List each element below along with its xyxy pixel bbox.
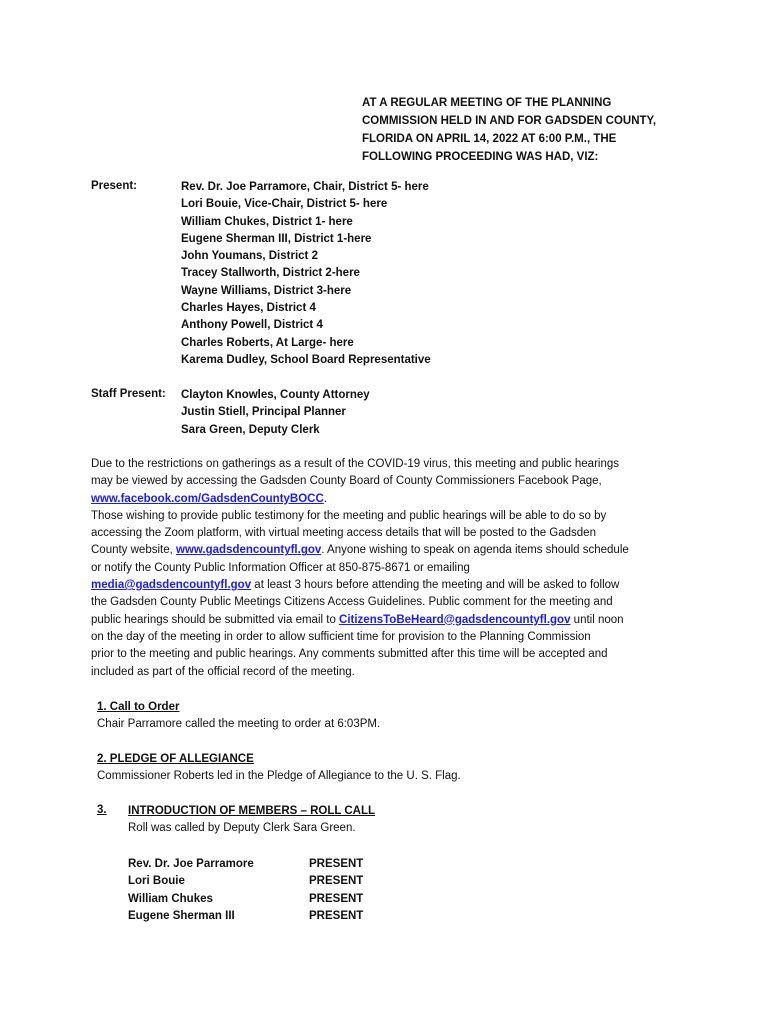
notice-line: Those wishing to provide public testimony for the meeting and public hearings will be able to do so by [91,509,607,522]
notice-line [91,577,691,594]
facebook-link[interactable]: www.facebook.com/GadsdenCountyBOCC [91,492,324,505]
member-item: Tracey Stallworth, District 2-here [181,267,360,280]
notice-text: . Anyone wishing to speak on agenda items should schedule [321,544,629,557]
present-members-list [181,179,431,369]
call-to-order-section [97,699,380,734]
roll-call-title: INTRODUCTION OF MEMBERS – ROLL CALL [128,805,376,817]
member-item: Eugene Sherman III, District 1-here [181,232,372,245]
member-item: Charles Roberts, At Large- here [181,336,354,349]
pledge-title: 2. PLEDGE OF ALLEGIANCE [97,753,254,765]
citizens-email-link[interactable]: CitizensToBeHeard@gadsdencountyfl.gov [339,613,571,626]
staff-item: Clayton Knowles, County Attorney [181,389,370,401]
notice-line [91,542,691,559]
staff-item: Justin Stiell, Principal Planner [181,406,346,419]
media-email-link[interactable]: media@gadsdencountyfl.gov [91,579,252,592]
roll-call-table [128,856,363,925]
county-website-link[interactable]: www.gadsdencountyfl.gov [176,544,322,557]
roll-call-section [128,803,375,838]
roll-call-status: PRESENT [309,892,364,905]
staff-present-label: Staff Present: [91,388,166,400]
staff-members-list [181,387,370,439]
notice-line: prior to the meeting and public hearings. Any comments submitted after this time will be accepted and [91,648,608,661]
notice-text: until noon [570,613,624,626]
notice-line [91,612,691,629]
roll-call-status: PRESENT [309,875,364,888]
notice-text: public hearings should be submitted via email to [91,613,340,626]
member-item: Karema Dudley, School Board Representative [181,353,431,366]
heading-line: FLORIDA ON APRIL 14, 2022 AT 6:00 P.M., THE [362,133,617,145]
member-item: Wayne Williams, District 3-here [181,284,352,297]
covid-notice-paragraph [91,456,691,681]
roll-call-status: PRESENT [309,858,364,870]
roll-call-name: William Chukes [128,892,213,905]
notice-line: included as part of the official record of the meeting. [91,665,355,678]
notice-text: at least 3 hours before attending the meeting and will be asked to follow [251,579,620,592]
member-item: Lori Bouie, Vice-Chair, District 5- here [181,198,388,211]
roll-call-status: PRESENT [309,909,364,922]
heading-line: AT A REGULAR MEETING OF THE PLANNING [362,97,612,109]
roll-call-row [128,908,363,925]
pledge-section [97,751,461,786]
roll-call-text: Roll was called by Deputy Clerk Sara Green. [128,822,356,835]
heading-line: COMMISSION HELD IN AND FOR GADSDEN COUNTY, [362,115,657,127]
heading-line: FOLLOWING PROCEEDING WAS HAD, VIZ: [362,151,599,163]
member-item: John Youmans, District 2 [181,250,318,263]
notice-line: or notify the County Public Information Officer at 850-875-8671 or emailing [91,561,470,574]
roll-call-row [128,856,363,873]
notice-text: County website, [91,544,177,557]
member-item: Anthony Powell, District 4 [181,319,323,332]
roll-call-row [128,891,363,908]
roll-call-name: Eugene Sherman III [128,909,235,922]
notice-line: on the day of the meeting in order to allow sufficient time for provision to the Planning Commission [91,630,591,643]
roll-call-number: 3. [97,804,107,816]
notice-text: . [323,492,327,505]
present-label: Present: [91,180,138,192]
member-item: Charles Hayes, District 4 [181,302,316,315]
roll-call-name: Lori Bouie [128,875,185,888]
pledge-text: Commissioner Roberts led in the Pledge of Allegiance to the U. S. Flag. [97,770,461,783]
roll-call-name: Rev. Dr. Joe Parramore [128,858,254,870]
staff-item: Sara Green, Deputy Clerk [181,423,320,436]
member-item: Rev. Dr. Joe Parramore, Chair, District 5- here [181,181,429,193]
notice-line: accessing the Zoom platform, with virtual meeting access details that will be posted to the Gadsden [91,527,596,540]
notice-line: may be viewed by accessing the Gadsden County Board of County Commissioners Facebook Page, [91,475,602,488]
meeting-heading [362,94,702,166]
notice-line: the Gadsden County Public Meetings Citizens Access Guidelines. Public comment for the meeting and [91,596,613,609]
member-item: William Chukes, District 1- here [181,215,353,228]
call-to-order-text: Chair Parramore called the meeting to order at 6:03PM. [97,718,381,731]
notice-line: Due to the restrictions on gatherings as a result of the COVID-19 virus, this meeting and public hearings [91,458,619,470]
call-to-order-title: 1. Call to Order [97,701,180,713]
roll-call-row [128,873,363,890]
notice-line [91,491,691,508]
